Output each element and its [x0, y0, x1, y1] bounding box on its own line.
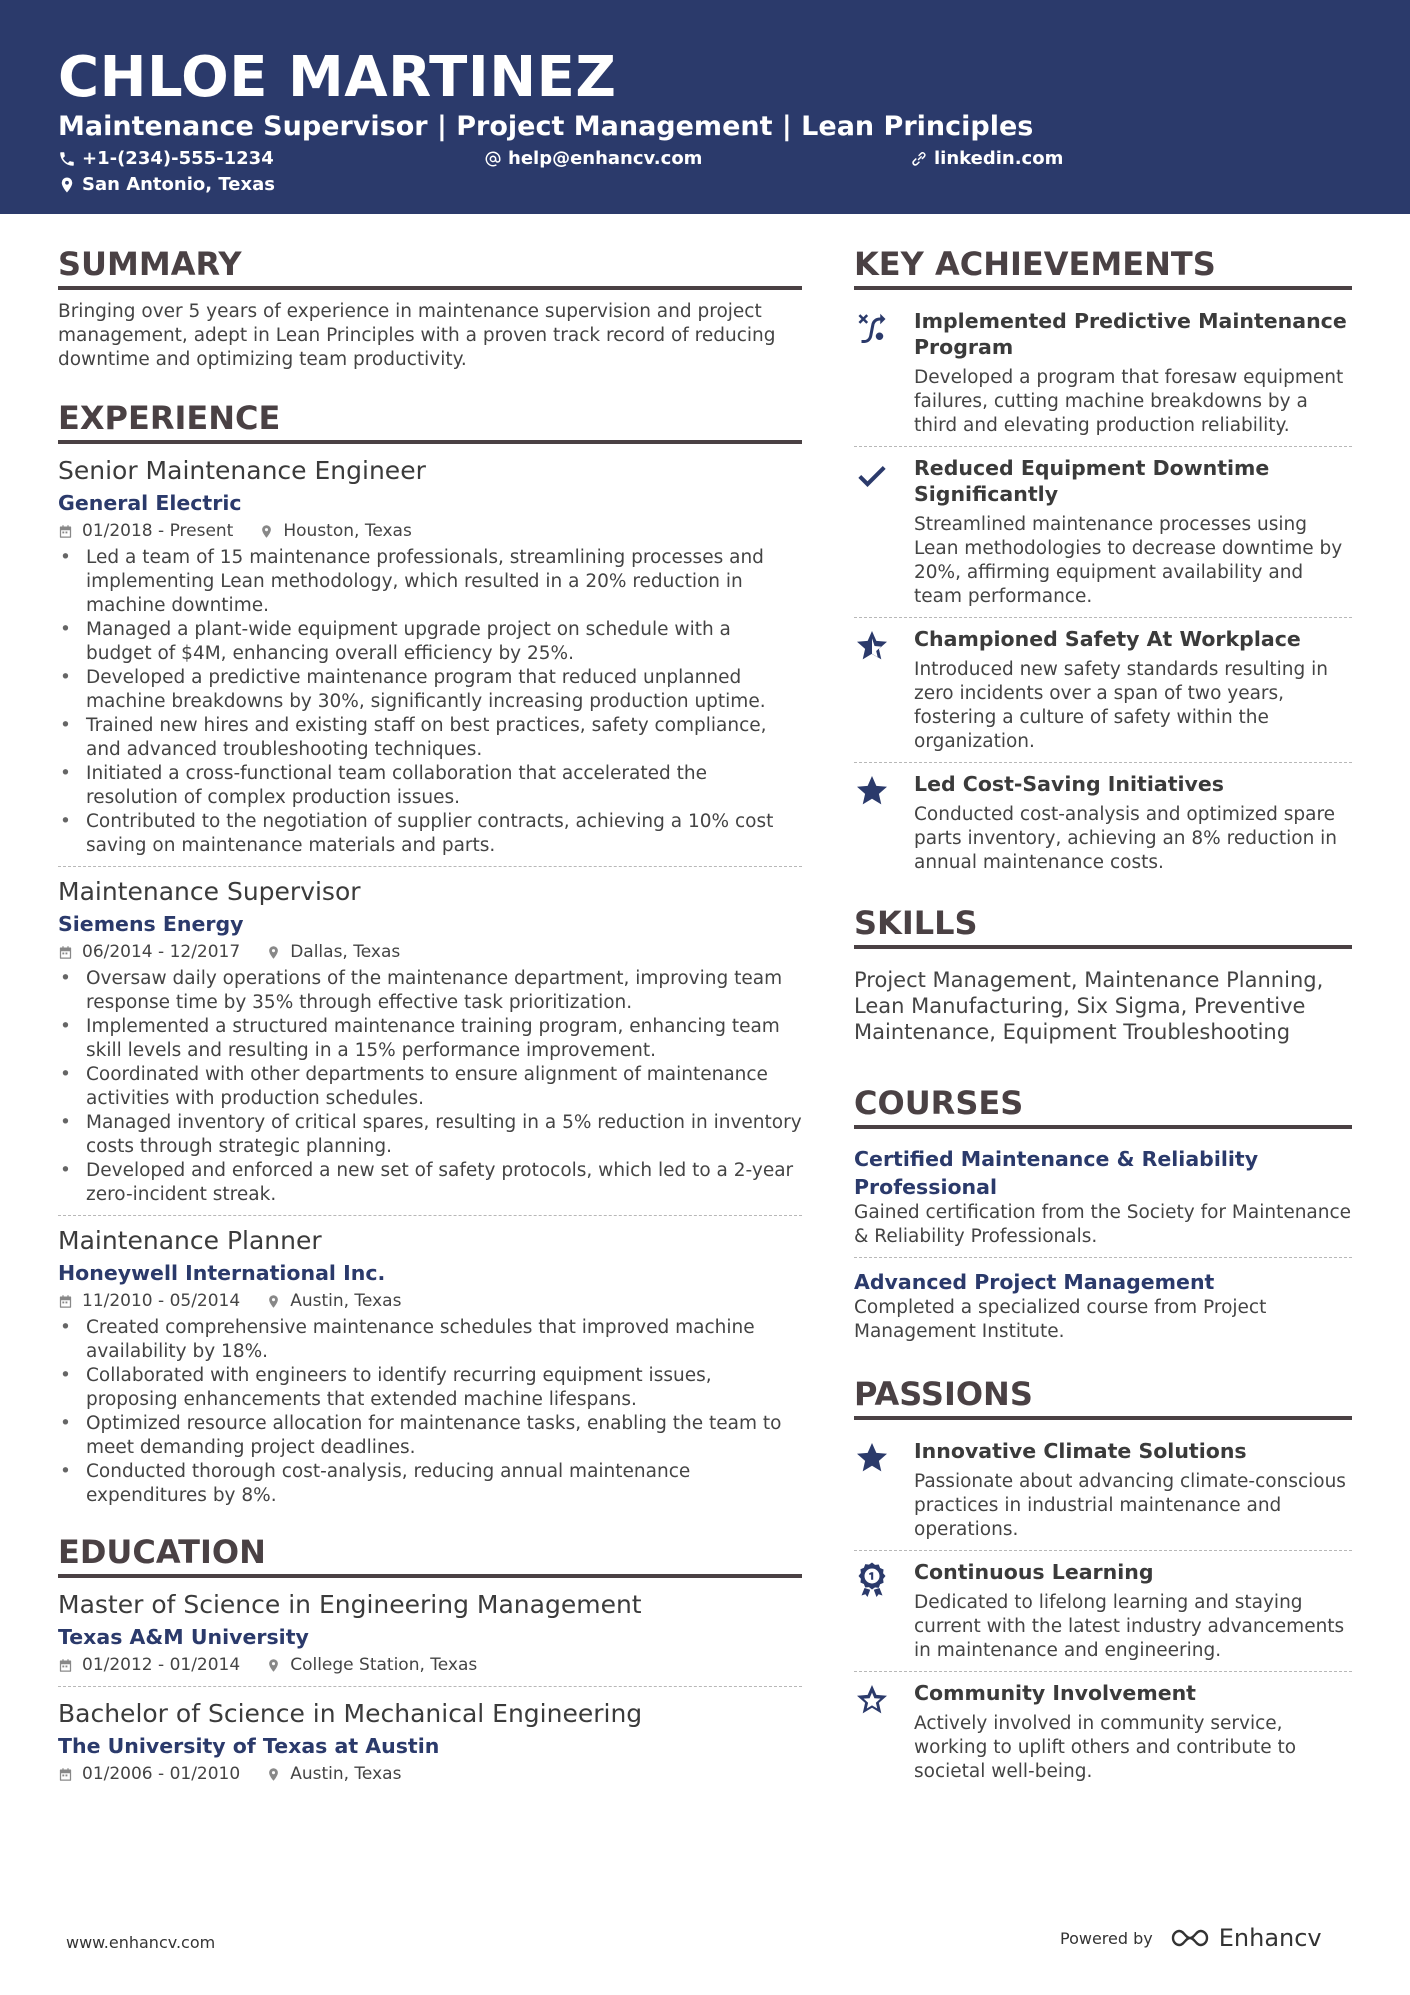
- education-meta: [58, 1652, 802, 1678]
- calendar-icon: [58, 524, 73, 539]
- education-meta: [58, 1761, 802, 1787]
- passion-desc: Passionate about advancing climate-conscious practices in industrial maintenance and operations.: [914, 1471, 1346, 1540]
- passion-item: [854, 1430, 1352, 1550]
- achievement-item: [854, 300, 1352, 446]
- list-item: • Coordinated with other departments to ensure alignment of maintenance activities with production schedules.: [58, 1063, 802, 1111]
- achievement-item: [854, 762, 1352, 883]
- job-role: Maintenance Planner: [58, 1226, 322, 1255]
- enhancv-logo-icon: [1167, 1925, 1213, 1951]
- job-company: Honeywell International Inc.: [58, 1261, 386, 1285]
- footer-powered-by[interactable]: [1060, 1924, 1322, 1952]
- education-degree: Bachelor of Science in Mechanical Engineering: [58, 1699, 643, 1728]
- candidate-name: CHLOE MARTINEZ: [58, 45, 617, 110]
- list-item: • Oversaw daily operations of the maintenance department, improving team response time by 35% through effective task prioritization.: [58, 967, 802, 1015]
- list-item: • Trained new hires and existing staff on best practices, safety compliance, and advanced troubleshooting techniques.: [58, 714, 802, 762]
- education-section: [58, 1532, 802, 1795]
- job-entry: [58, 866, 802, 1215]
- linkedin-text: linkedin.com: [934, 148, 1064, 169]
- list-item: • Optimized resource allocation for maintenance tasks, enabling the team to meet demanding project deadlines.: [58, 1412, 802, 1460]
- achievements-section: [854, 244, 1352, 883]
- half-star-icon: [854, 628, 890, 664]
- section-title-experience: EXPERIENCE: [58, 398, 802, 444]
- education-entry: [58, 1588, 802, 1686]
- calendar-icon: [58, 1767, 73, 1782]
- passion-desc: Actively involved in community service, working to uplift others and contribute to societal well-being.: [914, 1713, 1297, 1782]
- passion-item: [854, 1671, 1352, 1792]
- job-role: Maintenance Supervisor: [58, 877, 361, 906]
- course-title: Advanced Project Management: [854, 1270, 1215, 1294]
- powered-by-label: Powered by: [1060, 1928, 1153, 1948]
- summary-text: Bringing over 5 years of experience in maintenance supervision and project management, adept in Lean Principles with a proven track record of reducing downtime and optimizing team productivity.: [58, 301, 776, 370]
- location-text: San Antonio, Texas: [82, 174, 275, 195]
- list-item: • Collaborated with engineers to identify recurring equipment issues, proposing enhancements that extended machine lifespans.: [58, 1364, 802, 1412]
- at-icon: [484, 150, 502, 168]
- contact-email[interactable]: [484, 147, 702, 171]
- achievement-desc: Developed a program that foresaw equipment failures, cutting machine breakdowns by a third and elevating production reliability.: [914, 367, 1344, 436]
- list-item: • Initiated a cross-functional team collaboration that accelerated the resolution of complex production issues.: [58, 762, 802, 810]
- experience-section: [58, 398, 802, 1516]
- location-pin-icon: [266, 1658, 281, 1673]
- list-item: • Contributed to the negotiation of supplier contracts, achieving a 10% cost saving on maintenance materials and parts.: [58, 810, 802, 858]
- education-entry: [58, 1686, 802, 1795]
- calendar-icon: [58, 1294, 73, 1309]
- phone-icon: [58, 150, 76, 168]
- calendar-icon: [58, 945, 73, 960]
- section-title-courses: COURSES: [854, 1083, 1352, 1129]
- course-item: [854, 1139, 1352, 1257]
- education-location: Austin, Texas: [290, 1764, 402, 1784]
- star-icon: [854, 1440, 890, 1476]
- job-company: Siemens Energy: [58, 912, 244, 936]
- list-item: • Implemented a structured maintenance training program, enhancing team skill levels and resulting in a 15% performance improvement.: [58, 1015, 802, 1063]
- section-title-skills: SKILLS: [854, 903, 1352, 949]
- job-meta: [58, 1288, 802, 1314]
- job-bullets: [58, 546, 802, 858]
- checkmark-icon: [854, 457, 890, 493]
- course-title: Certified Maintenance & Reliability Professional: [854, 1147, 1259, 1199]
- footer-website[interactable]: www.enhancv.com: [66, 1933, 216, 1952]
- calendar-icon: [58, 1658, 73, 1673]
- contact-linkedin[interactable]: [910, 147, 1063, 171]
- education-location: College Station, Texas: [290, 1655, 478, 1675]
- skills-section: [854, 903, 1352, 1045]
- course-desc: Completed a specialized course from Project Management Institute.: [854, 1297, 1267, 1342]
- link-icon: [910, 150, 928, 168]
- achievement-title: Championed Safety At Workplace: [914, 627, 1301, 651]
- education-degree: Master of Science in Engineering Management: [58, 1590, 642, 1619]
- location-pin-icon: [266, 1294, 281, 1309]
- list-item: • Conducted thorough cost-analysis, reducing annual maintenance expenditures by 8%.: [58, 1460, 802, 1508]
- job-role: Senior Maintenance Engineer: [58, 456, 426, 485]
- achievement-item: [854, 446, 1352, 617]
- phone-text: +1-(234)-555-1234: [82, 148, 274, 169]
- brand-text: Enhancv: [1218, 1924, 1322, 1952]
- job-entry: [58, 454, 802, 866]
- star-outline-icon: [854, 1682, 890, 1718]
- section-title-passions: PASSIONS: [854, 1374, 1352, 1420]
- section-title-summary: SUMMARY: [58, 244, 802, 290]
- enhancv-logo: [1167, 1924, 1322, 1952]
- job-bullets: [58, 967, 802, 1207]
- summary-section: [58, 244, 802, 372]
- job-bullets: [58, 1316, 802, 1508]
- job-meta: [58, 939, 802, 965]
- location-pin-icon: [266, 945, 281, 960]
- list-item: • Managed inventory of critical spares, resulting in a 5% reduction in inventory costs through strategic planning.: [58, 1111, 802, 1159]
- skills-text: Project Management, Maintenance Planning, Lean Manufacturing, Six Sigma, Preventive Maintenance, Equipment Troubleshooting: [854, 968, 1324, 1044]
- achievement-desc: Streamlined maintenance processes using Lean methodologies to decrease downtime by 20%, affirming equipment availability and team performance.: [914, 514, 1343, 607]
- education-dates: 01/2006 - 01/2010: [82, 1764, 241, 1784]
- achievement-desc: Conducted cost-analysis and optimized spare parts inventory, achieving an 8% reduction in annual maintenance costs.: [914, 804, 1338, 873]
- job-location: Dallas, Texas: [290, 942, 401, 962]
- job-dates: 06/2014 - 12/2017: [82, 942, 241, 962]
- achievement-title: Implemented Predictive Maintenance Program: [914, 309, 1347, 359]
- candidate-tagline: Maintenance Supervisor | Project Management | Lean Principles: [58, 111, 1034, 142]
- email-text: help@enhancv.com: [508, 148, 703, 169]
- list-item: • Led a team of 15 maintenance professionals, streamlining processes and implementing Lean methodology, which resulted in a 20% reduction in machine downtime.: [58, 546, 802, 618]
- courses-section: [854, 1083, 1352, 1352]
- achievement-title: Led Cost-Saving Initiatives: [914, 772, 1225, 796]
- education-dates: 01/2012 - 01/2014: [82, 1655, 241, 1675]
- route-icon: [854, 310, 890, 346]
- section-title-achievements: KEY ACHIEVEMENTS: [854, 244, 1352, 290]
- education-school: The University of Texas at Austin: [58, 1734, 440, 1758]
- education-school: Texas A&M University: [58, 1625, 309, 1649]
- course-item: [854, 1257, 1352, 1352]
- job-dates: 11/2010 - 05/2014: [82, 1291, 241, 1311]
- resume-header: [0, 0, 1410, 214]
- location-pin-icon: [58, 176, 76, 194]
- achievement-title: Reduced Equipment Downtime Significantly: [914, 456, 1270, 506]
- list-item: • Managed a plant-wide equipment upgrade project on schedule with a budget of $4M, enhancing overall efficiency by 25%.: [58, 618, 802, 666]
- passion-desc: Dedicated to lifelong learning and staying current with the latest industry advancements in maintenance and engineering.: [914, 1592, 1345, 1661]
- job-entry: [58, 1215, 802, 1516]
- contact-phone[interactable]: [58, 147, 274, 171]
- location-pin-icon: [259, 524, 274, 539]
- job-meta: [58, 518, 802, 544]
- left-column: [58, 244, 802, 1795]
- list-item: • Developed a predictive maintenance program that reduced unplanned machine breakdowns by 30%, significantly increasing production uptime.: [58, 666, 802, 714]
- contact-location: [58, 173, 275, 197]
- passion-item: [854, 1550, 1352, 1671]
- section-title-education: EDUCATION: [58, 1532, 802, 1578]
- list-item: • Developed and enforced a new set of safety protocols, which led to a 2-year zero-incident streak.: [58, 1159, 802, 1207]
- job-location: Houston, Texas: [283, 521, 412, 541]
- passion-title: Continuous Learning: [914, 1560, 1154, 1584]
- passions-section: [854, 1374, 1352, 1792]
- passion-title: Community Involvement: [914, 1681, 1196, 1705]
- course-desc: Gained certification from the Society for Maintenance & Reliability Professionals.: [854, 1202, 1352, 1247]
- job-dates: 01/2018 - Present: [82, 521, 234, 541]
- award-ribbon-icon: [854, 1561, 890, 1597]
- right-column: [854, 244, 1352, 1792]
- achievement-desc: Introduced new safety standards resulting in zero incidents over a span of two years, fostering a culture of safety within the organization.: [914, 659, 1328, 752]
- location-pin-icon: [266, 1767, 281, 1782]
- achievement-item: [854, 617, 1352, 762]
- job-location: Austin, Texas: [290, 1291, 402, 1311]
- passion-title: Innovative Climate Solutions: [914, 1439, 1247, 1463]
- job-company: General Electric: [58, 491, 242, 515]
- list-item: • Created comprehensive maintenance schedules that improved machine availability by 18%.: [58, 1316, 802, 1364]
- star-icon: [854, 773, 890, 809]
